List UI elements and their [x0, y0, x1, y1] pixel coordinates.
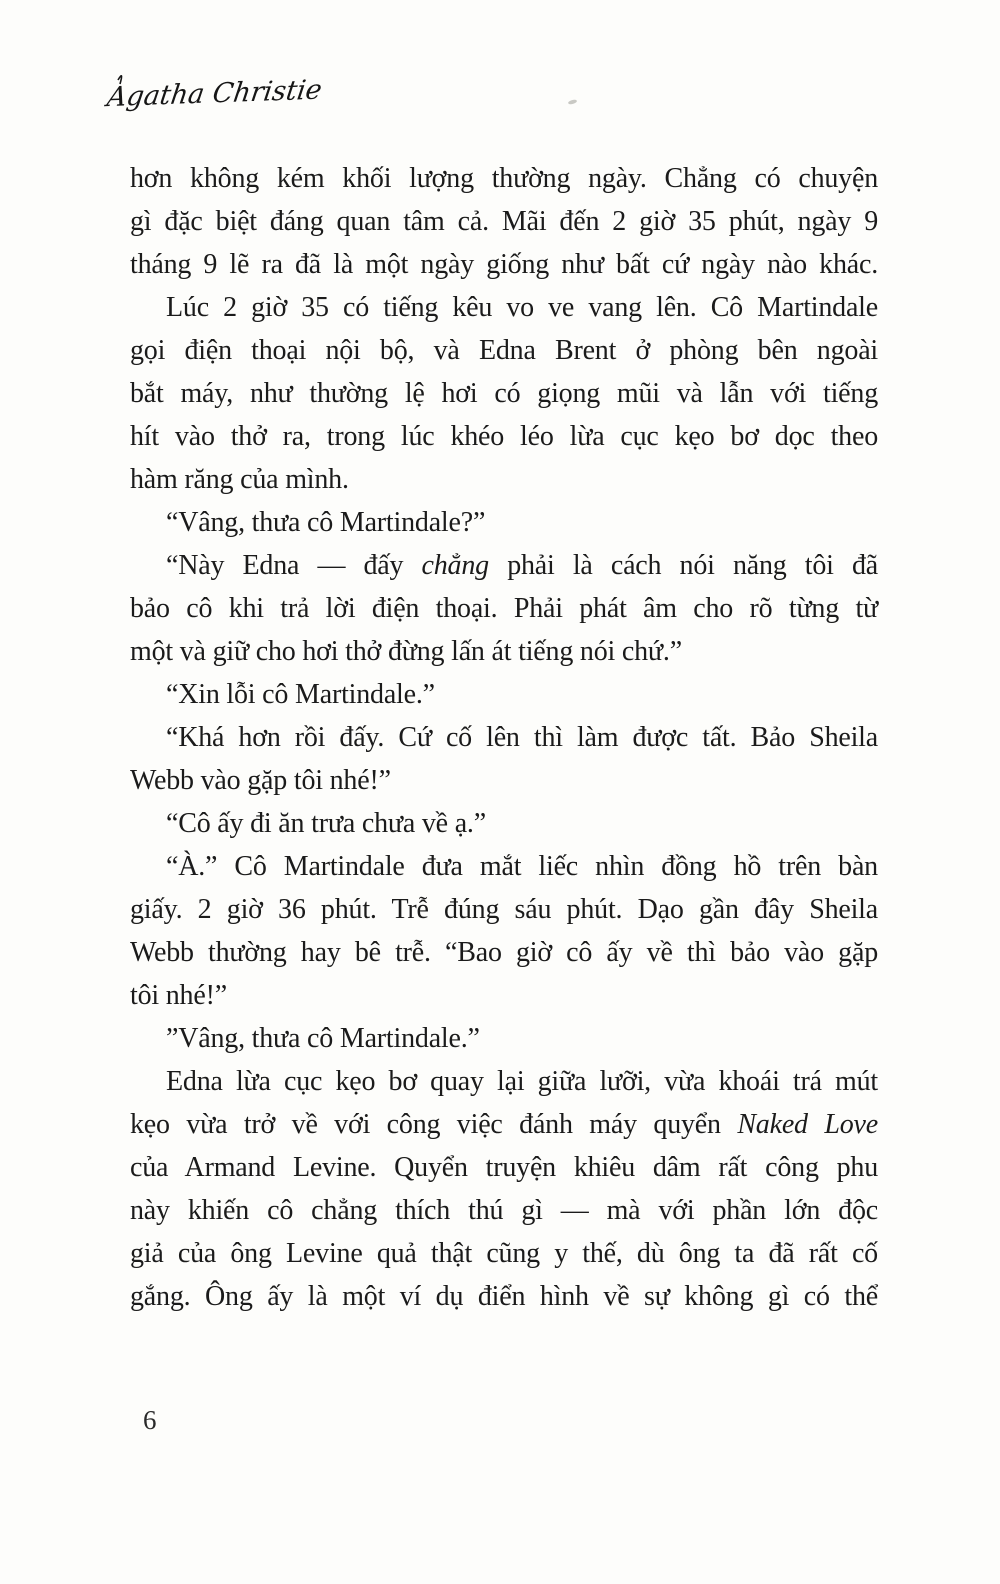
agatha-christie-signature: [104, 66, 344, 122]
text-segment: giả của ông Levine quả thật cũng y thế, dù ông ta đã rất cố: [130, 1238, 878, 1269]
text-segment: này khiến cô chẳng thích thú gì — mà với phần lớn độc: [130, 1195, 878, 1226]
text-line: [130, 587, 878, 630]
text-line: [130, 716, 878, 759]
text-line: [130, 802, 878, 845]
text-segment: “Cô ấy đi ăn trưa chưa về ạ.”: [166, 808, 486, 839]
text-segment: hàm răng của mình.: [130, 464, 349, 495]
scan-smudge: [568, 99, 578, 105]
text-segment: kẹo vừa trở về với công việc đánh máy quyển: [130, 1109, 738, 1140]
text-segment: “À.” Cô Martindale đưa mắt liếc nhìn đồng hồ trên bàn: [166, 851, 878, 882]
text-segment: gì đặc biệt đáng quan tâm cả. Mãi đến 2 giờ 35 phút, ngày 9: [130, 206, 878, 237]
text-line: [130, 157, 878, 200]
text-line: [130, 759, 878, 802]
text-segment: Edna lừa cục kẹo bơ quay lại giữa lưỡi, vừa khoái trá mút: [166, 1066, 878, 1097]
text-line: [130, 1017, 878, 1060]
text-line: [130, 243, 878, 286]
text-line: [130, 372, 878, 415]
text-segment: phải là cách nói năng tôi đã: [488, 550, 879, 581]
text-line: [130, 329, 878, 372]
text-segment: Webb thường hay bê trễ. “Bao giờ cô ấy về thì bảo vào gặp: [130, 937, 878, 968]
text-line: [130, 888, 878, 931]
text-segment: bắt máy, như thường lệ hơi có giọng mũi và lẫn với tiếng: [130, 378, 878, 409]
text-line: [130, 974, 878, 1017]
text-line: [130, 673, 878, 716]
text-line: [130, 1103, 878, 1146]
text-line: [130, 845, 878, 888]
text-segment: hơn không kém khối lượng thường ngày. Chẳng có chuyện: [130, 163, 878, 194]
text-segment: tháng 9 lẽ ra đã là một ngày giống như bất cứ ngày nào khác.: [130, 249, 878, 280]
text-line: [130, 200, 878, 243]
text-segment: ”Vâng, thưa cô Martindale.”: [166, 1023, 480, 1054]
body-text: [130, 157, 878, 1318]
text-segment: “Khá hơn rồi đấy. Cứ cố lên thì làm được tất. Bảo Sheila: [166, 722, 878, 753]
text-segment: gắng. Ông ấy là một ví dụ điển hình về sự không gì có thể: [130, 1281, 878, 1312]
text-segment: hít vào thở ra, trong lúc khéo léo lừa cục kẹo bơ dọc theo: [130, 421, 878, 452]
text-line: [130, 931, 878, 974]
text-line: [130, 501, 878, 544]
text-segment: “Vâng, thưa cô Martindale?”: [166, 507, 486, 538]
signature-text: Agatha Christie: [105, 74, 324, 114]
text-segment: gọi điện thoại nội bộ, và Edna Brent ở phòng bên ngoài: [130, 335, 878, 366]
text-line: [130, 1060, 878, 1103]
text-segment: giấy. 2 giờ 36 phút. Trễ đúng sáu phút. Dạo gần đây Sheila: [130, 894, 878, 925]
text-segment: của Armand Levine. Quyển truyện khiêu dâm rất công phu: [130, 1152, 878, 1183]
text-segment: tôi nhé!”: [130, 980, 227, 1011]
text-line: [130, 1232, 878, 1275]
text-segment: bảo cô khi trả lời điện thoại. Phải phát âm cho rõ từng từ: [130, 593, 878, 624]
text-segment: Lúc 2 giờ 35 có tiếng kêu vo ve vang lên. Cô Martindale: [166, 292, 878, 323]
text-segment: “Này Edna — đấy: [166, 550, 422, 581]
text-line: [130, 1275, 878, 1318]
text-line: [130, 1189, 878, 1232]
text-segment: “Xin lỗi cô Martindale.”: [166, 679, 435, 710]
text-line: [130, 415, 878, 458]
text-segment: Webb vào gặp tôi nhé!”: [130, 765, 391, 796]
italic-text-segment: chẳng: [421, 550, 489, 581]
text-line: [130, 1146, 878, 1189]
page-number: 6: [143, 1405, 157, 1435]
text-line: [130, 544, 878, 587]
text-line: [130, 458, 878, 501]
text-segment: một và giữ cho hơi thở đừng lấn át tiếng nói chứ.”: [130, 636, 682, 667]
text-line: [130, 286, 878, 329]
text-line: [130, 630, 878, 673]
italic-text-segment: Naked Love: [737, 1109, 878, 1140]
